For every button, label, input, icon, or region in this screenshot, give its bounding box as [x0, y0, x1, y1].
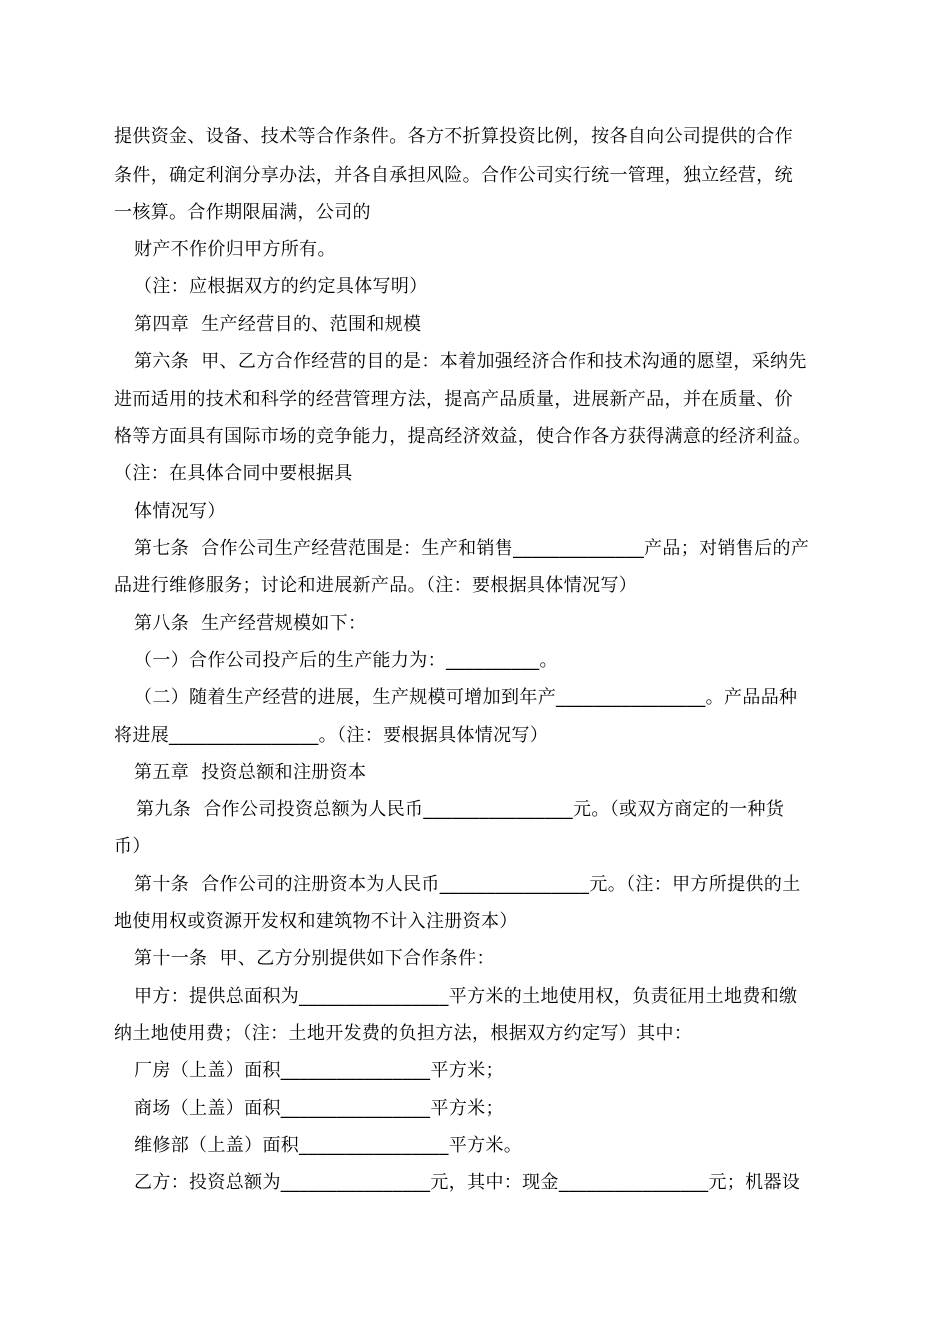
- text-line: （二）随着生产经营的进展，生产规模可增加到年产________________。产品品种: [134, 687, 798, 708]
- text-line: （注：应根据双方的约定具体写明）: [134, 276, 428, 297]
- text-line: 纳土地使用费；（注：土地开发费的负担方法，根据双方约定写）其中：: [114, 1023, 693, 1044]
- text-line: 币）: [114, 836, 151, 857]
- text-line: 商场（上盖）面积________________平方米；: [134, 1098, 504, 1119]
- text-line: 条件，确定利润分享办法，并各自承担风险。合作公司实行统一管理，独立经营，统: [114, 165, 793, 186]
- text-line: （注：在具体合同中要根据具: [114, 463, 353, 484]
- text-line: 一核算。合作期限届满，公司的: [114, 202, 371, 223]
- chapter-heading: 第五章 投资总额和注册资本: [134, 762, 367, 783]
- text-line: 甲方：提供总面积为________________平方米的土地使用权，负责征用土地费和缴: [134, 986, 798, 1007]
- text-line: （一）合作公司投产后的生产能力为：__________。: [134, 650, 558, 671]
- article-text: 第七条 合作公司生产经营范围是：生产和销售______________产品；对销售后的产: [134, 538, 810, 559]
- text-line: 厂房（上盖）面积________________平方米；: [134, 1060, 504, 1081]
- text-line: 维修部（上盖）面积________________平方米。: [134, 1135, 523, 1156]
- text-line: 将进展________________。（注：要根据具体情况写）: [114, 725, 549, 746]
- article-text: 第十条 合作公司的注册资本为人民币________________元。（注：甲方所提供的土: [134, 874, 801, 895]
- article-text: 第十一条 甲、乙方分别提供如下合作条件：: [134, 948, 495, 969]
- text-line: 乙方：投资总额为________________元，其中：现金________________元；机器设: [134, 1172, 801, 1193]
- text-line: 体情况写）: [134, 501, 226, 522]
- text-line: 地使用权或资源开发权和建筑物不计入注册资本）: [114, 911, 518, 932]
- text-line: 品进行维修服务；讨论和进展新产品。（注：要根据具体情况写）: [114, 575, 638, 596]
- article-text: 第八条 生产经营规模如下：: [134, 613, 367, 634]
- chapter-heading: 第四章 生产经营目的、范围和规模: [134, 314, 422, 335]
- text-line: 财产不作价归甲方所有。: [134, 239, 336, 260]
- text-line: 格等方面具有国际市场的竞争能力，提高经济效益，使合作各方获得满意的经济利益。: [114, 426, 812, 447]
- article-text: 第九条 合作公司投资总额为人民币________________元。（或双方商定的一种货: [136, 799, 785, 820]
- article-text: 第六条 甲、乙方合作经营的目的是：本着加强经济合作和技术沟通的愿望，采纳先: [134, 351, 807, 372]
- text-line: 提供资金、设备、技术等合作条件。各方不折算投资比例，按各自向公司提供的合作: [114, 126, 793, 147]
- text-line: 进而适用的技术和科学的经营管理方法，提高产品质量，进展新产品，并在质量、价: [114, 389, 793, 410]
